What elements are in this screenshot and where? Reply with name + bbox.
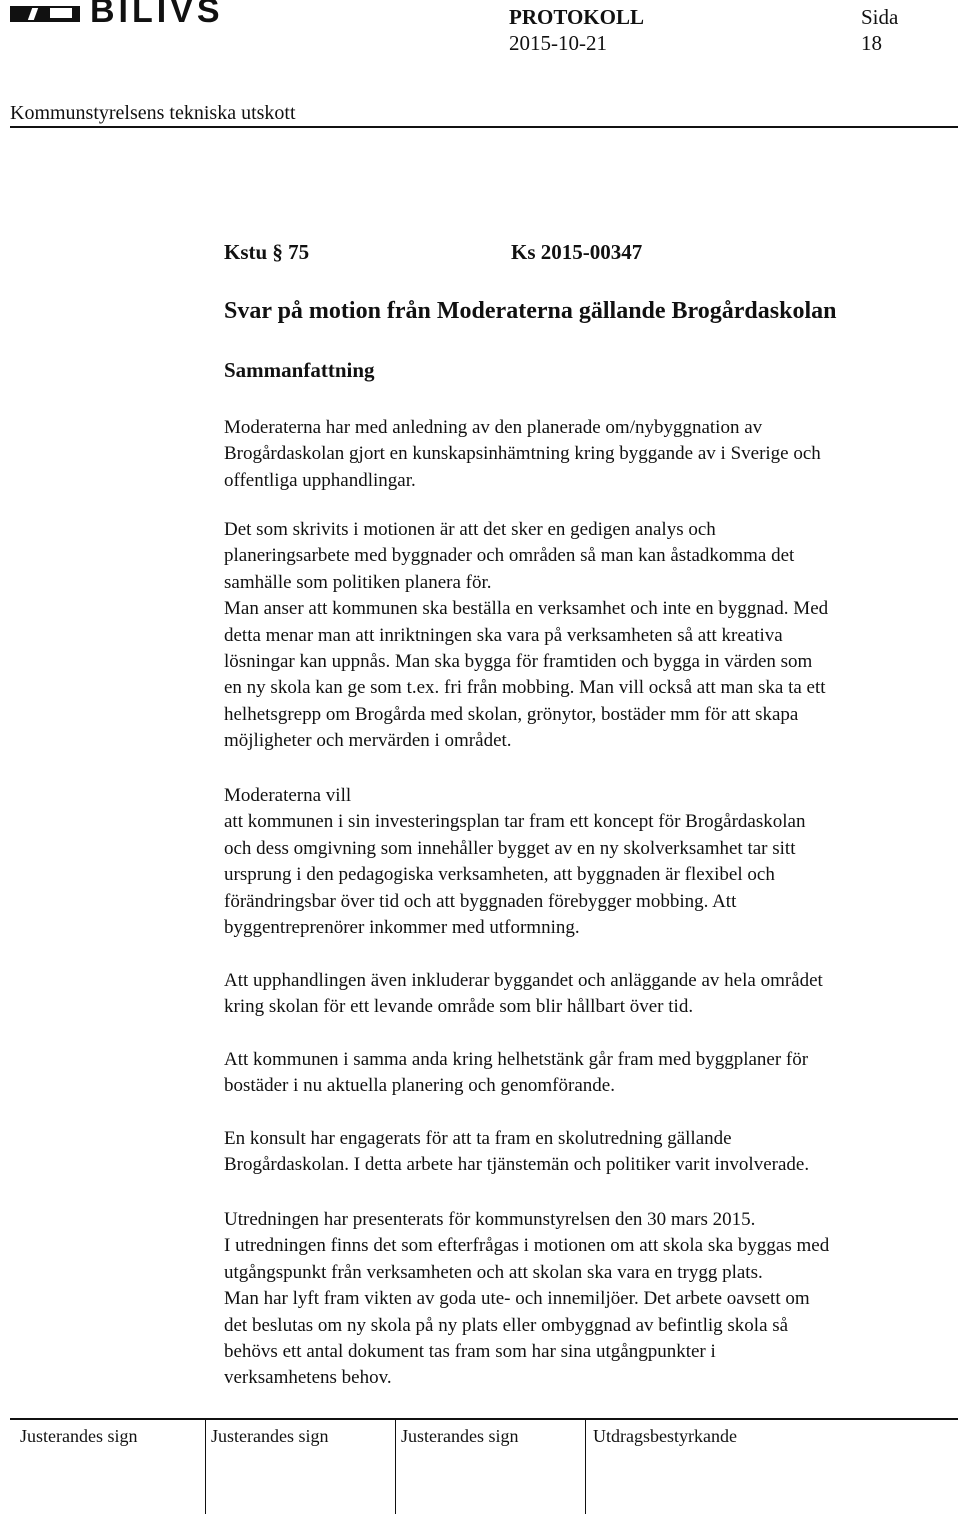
text-line: En konsult har engagerats för att ta fram en skolutredning gällande [224,1128,732,1149]
text-line: Brogårdaskolan. I detta arbete har tjänstemän och politiker varit involverade. [224,1154,810,1176]
logo-emblem-icon [10,6,80,22]
case-number: Ks 2015-00347 [511,240,643,264]
text-line: en ny skola kan ge som t.ex. fri från mobbing. Man vill också att man ska ta ett [224,677,826,699]
text-line: planeringsarbete med byggnader och områden så man kan åstadkomma det [224,545,795,567]
text-line: Brogårdaskolan gjort en kunskapsinhämtning kring byggande av i Sverige och [224,443,821,465]
signature-box-divider [205,1420,206,1514]
paragraph-number: Kstu § 75 [224,240,310,264]
text-line: offentliga upphandlingar. [224,469,416,491]
text-line: Moderaterna har med anledning av den planerade om/nybyggnation av [224,417,763,438]
text-line: Det som skrivits i motionen är att det sker en gedigen analys och [224,519,716,540]
text-line: Utredningen har presenterats för kommunstyrelsen den 30 mars 2015. [224,1209,756,1230]
text-line: samhälle som politiken planera för. [224,571,492,593]
text-line: kring skolan för ett levande område som blir hållbart över tid. [224,996,694,1018]
signature-label: Justerandes sign [401,1426,519,1446]
body-paragraph [224,783,960,941]
body-paragraph [224,1047,960,1100]
municipality-logo [10,0,250,24]
text-line: detta menar man att inriktningen ska vara på verksamheten så att kreativa [224,624,783,646]
signature-box-divider [585,1420,586,1514]
text-line: förändringsbar över tid och att byggnaden förebygger mobbing. Att [224,890,737,912]
text-line: lösningar kan uppnås. Man ska bygga för framtiden och bygga in värden som [224,651,813,673]
document-type: PROTOKOLL [509,5,644,29]
text-line: utgångspunkt från verksamheten och att skolan ska vara en trygg plats. [224,1261,763,1283]
page-number: 18 [861,31,882,55]
summary-heading: Sammanfattning [224,358,375,382]
body-paragraph [224,1126,960,1179]
text-line: helhetsgrepp om Brogårda med skolan, grönytor, bostäder mm för att skapa [224,703,799,725]
text-line: I utredningen finns det som efterfrågas i motionen om att skola ska byggas med [224,1235,830,1257]
text-line: Man har lyft fram vikten av goda ute- och innemiljöer. Det arbete oavsett om [224,1288,810,1310]
text-line: Man anser att kommunen ska beställa en verksamhet och inte en byggnad. Med [224,598,829,620]
text-line: verksamhetens behov. [224,1367,392,1389]
text-line: byggentreprenörer inkommer med utformning. [224,917,580,939]
text-line: ursprung i den pedagogiska verksamheten, att byggnaden är flexibel och [224,864,775,886]
page-label: Sida [861,5,899,29]
text-line: Att upphandlingen även inkluderar byggandet och anläggande av hela området [224,970,823,991]
text-line: Att kommunen i samma anda kring helhetstänk går fram med byggplaner för [224,1049,809,1070]
header-divider [10,126,958,128]
meeting-date: 2015-10-21 [509,31,607,55]
signature-label: Justerandes sign [211,1426,329,1446]
case-title: Svar på motion från Moderaterna gällande Brogårdaskolan [224,298,837,324]
certification-label: Utdragsbestyrkande [593,1426,737,1446]
body-paragraph [224,1207,960,1392]
body-paragraph [224,517,960,755]
text-line: behövs ett antal dokument tas fram som har sina utgångpunkter i [224,1341,716,1363]
text-line: och dess omgivning som innehåller bygget av en ny skolverksamhet tar sitt [224,837,796,859]
text-line: det beslutas om ny skola på ny plats eller ombyggnad av befintlig skola så [224,1314,789,1336]
text-line: Moderaterna vill [224,785,352,806]
signature-box-divider [395,1420,396,1514]
logo-text: BILIVS [90,0,224,24]
text-line: bostäder i nu aktuella planering och genomförande. [224,1075,615,1097]
text-line: att kommunen i sin investeringsplan tar fram ett koncept för Brogårdaskolan [224,811,806,833]
text-line: möjligheter och mervärden i området. [224,730,512,752]
body-paragraph [224,415,960,494]
footer-divider [10,1418,958,1420]
body-paragraph [224,968,960,1021]
committee-name: Kommunstyrelsens tekniska utskott [10,102,296,124]
signature-label: Justerandes sign [20,1426,138,1446]
